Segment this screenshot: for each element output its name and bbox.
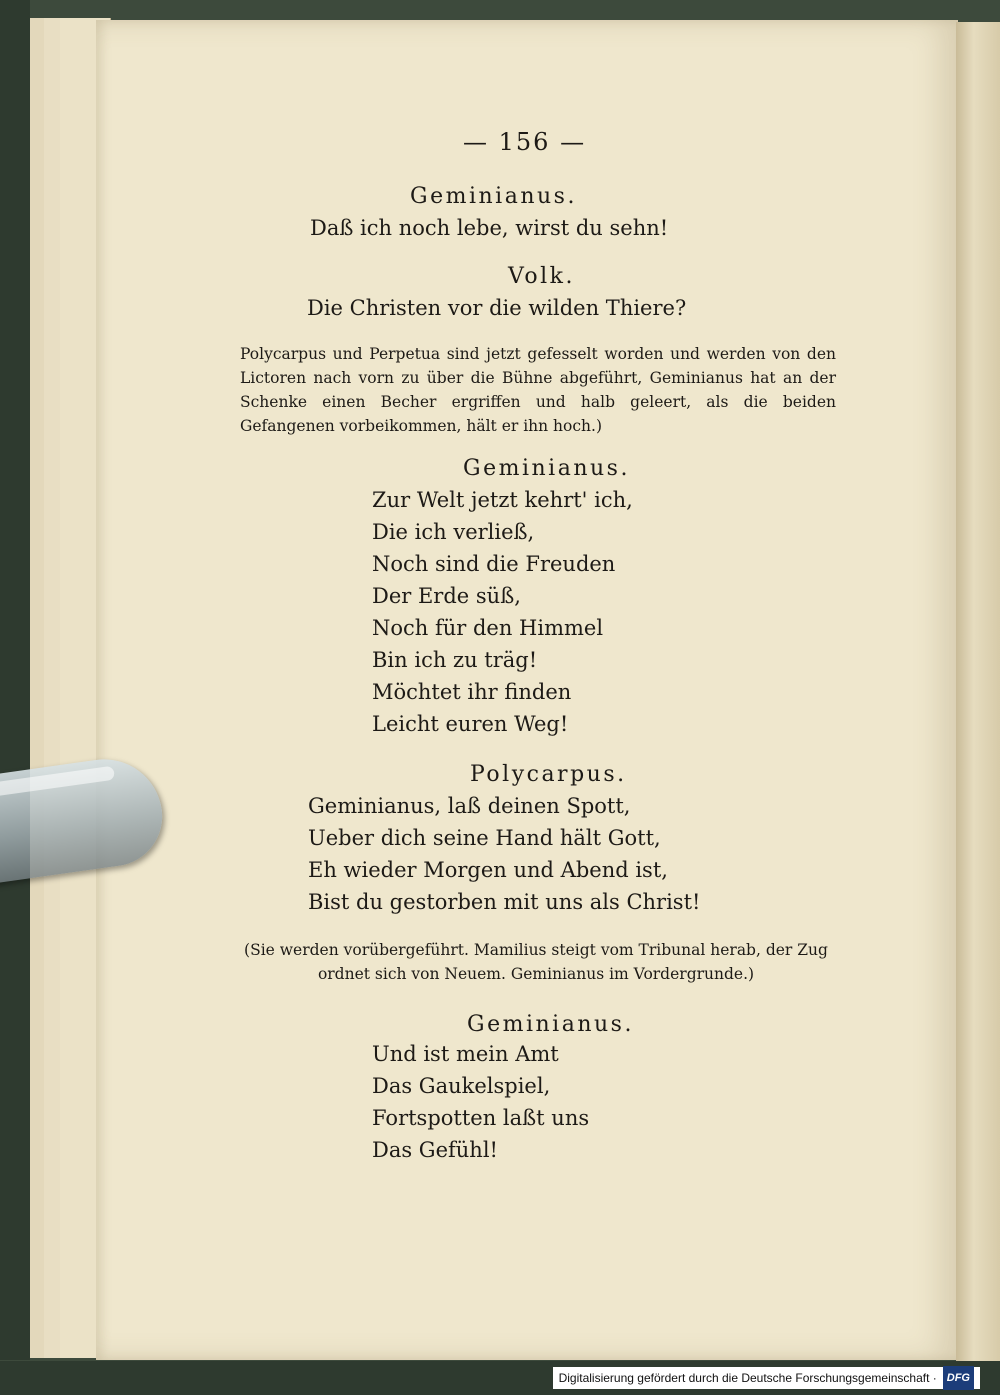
verse-line: Die Christen vor die wilden Thiere? bbox=[307, 296, 687, 320]
speaker-name: Geminianus. bbox=[463, 456, 630, 481]
facing-page-edge bbox=[956, 22, 1000, 1362]
speaker-name: Geminianus. bbox=[410, 184, 577, 209]
verse-line: Noch sind die Freuden bbox=[372, 552, 616, 576]
dfg-logo-icon: DFG bbox=[943, 1366, 974, 1390]
speaker-name: Geminianus. bbox=[467, 1012, 634, 1037]
verse-line: Ueber dich seine Hand hält Gott, bbox=[308, 826, 661, 850]
stage-direction: (Sie werden vorübergeführt. Mamilius steigt vom Tribunal herab, der Zug ordnet sich von Neuem. Geminianus im Vordergrunde.) bbox=[244, 941, 828, 983]
funding-text: Digitalisierung gefördert durch die Deutsche Forschungsgemeinschaft · bbox=[558, 1371, 937, 1385]
page-number: — 156 — bbox=[463, 128, 587, 156]
speaker-name: Volk. bbox=[508, 264, 575, 289]
funding-notice bbox=[553, 1367, 980, 1389]
verse-line: Daß ich noch lebe, wirst du sehn! bbox=[310, 216, 669, 240]
verse-line: Geminianus, laß deinen Spott, bbox=[308, 794, 631, 818]
verse-line: Das Gaukelspiel, bbox=[372, 1074, 551, 1098]
scan-background bbox=[0, 0, 30, 1360]
verse-line: Und ist mein Amt bbox=[372, 1042, 559, 1066]
verse-line: Fortspotten laßt uns bbox=[372, 1106, 590, 1130]
verse-line: Bin ich zu träg! bbox=[372, 648, 538, 672]
verse-line: Noch für den Himmel bbox=[372, 616, 604, 640]
verse-line: Möchtet ihr finden bbox=[372, 680, 572, 704]
speaker-name: Polycarpus. bbox=[470, 762, 627, 787]
verse-line: Bist du gestorben mit uns als Christ! bbox=[308, 890, 701, 914]
verse-line: Zur Welt jetzt kehrt' ich, bbox=[372, 488, 633, 512]
verse-line: Das Gefühl! bbox=[372, 1138, 498, 1162]
verse-line: Der Erde süß, bbox=[372, 584, 521, 608]
verse-line: Die ich verließ, bbox=[372, 520, 535, 544]
verse-line: Eh wieder Morgen und Abend ist, bbox=[308, 858, 668, 882]
stage-direction: Polycarpus und Perpetua sind jetzt gefesselt worden und werden von den Lictoren nach vorn zu über die Bühne abgeführt, Geminianus hat an der Schenke einen Becher ergriffen und halb geleert, als die beiden Gefangenen vorbeikommen, hält er ihn hoch.) bbox=[240, 345, 836, 435]
footer-bar bbox=[0, 1361, 1000, 1395]
verse-line: Leicht euren Weg! bbox=[372, 712, 569, 736]
clip-highlight bbox=[0, 766, 115, 798]
